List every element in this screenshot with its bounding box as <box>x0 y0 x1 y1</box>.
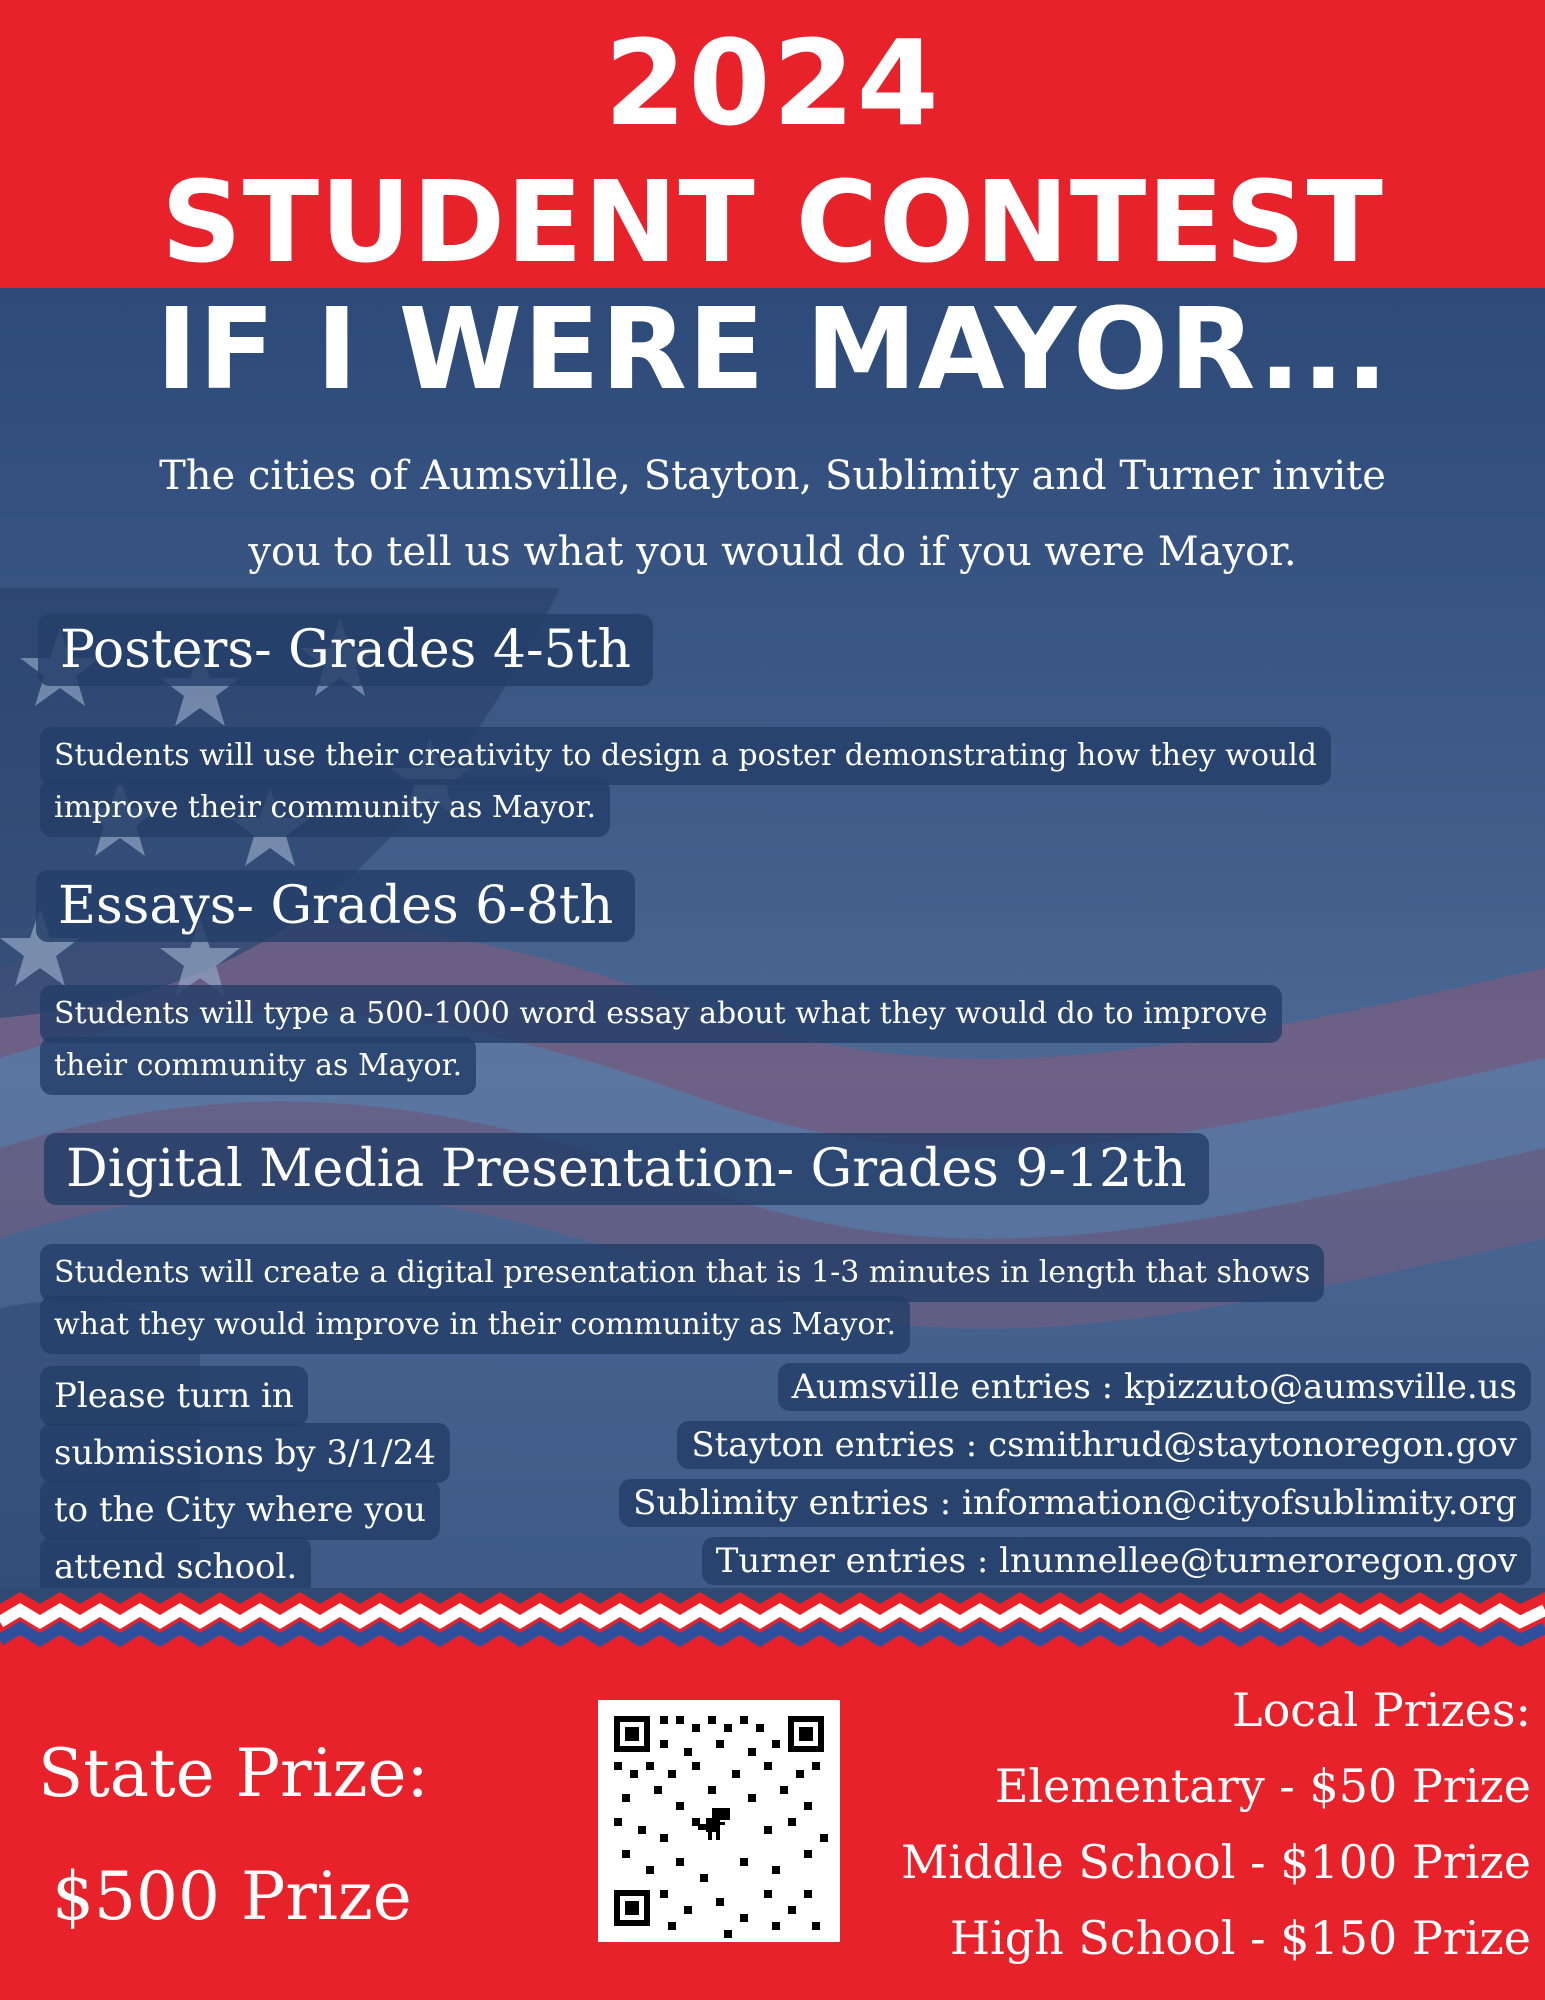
posters-description-line-2: improve their community as Mayor. <box>40 779 610 837</box>
contact-turner: Turner entries : lnunnellee@turneroregon.gov <box>702 1537 1531 1585</box>
state-prize-label: State Prize: <box>38 1735 429 1812</box>
turn-in-line-2: submissions by 3/1/24 <box>40 1423 450 1483</box>
turn-in-line-4: attend school. <box>40 1537 311 1597</box>
turn-in-line-1: Please turn in <box>40 1366 308 1426</box>
essays-description-line-2: their community as Mayor. <box>40 1037 476 1095</box>
essays-heading: Essays- Grades 6-8th <box>36 870 635 942</box>
posters-description-line-1: Students will use their creativity to design a poster demonstrating how they would <box>40 727 1331 785</box>
digital-media-description-line-1: Students will create a digital presentation that is 1-3 minutes in length that shows <box>40 1244 1324 1302</box>
state-prize-value: $500 Prize <box>52 1858 412 1935</box>
intro-line-2: you to tell us what you would do if you were Mayor. <box>248 529 1297 575</box>
digital-media-heading: Digital Media Presentation- Grades 9-12th <box>44 1133 1209 1205</box>
qr-code-icon <box>598 1700 840 1942</box>
local-prize-high-school: High School - $150 Prize <box>949 1911 1531 1965</box>
digital-media-description-line-2: what they would improve in their community as Mayor. <box>40 1296 910 1354</box>
local-prize-middle-school: Middle School - $100 Prize <box>901 1835 1531 1889</box>
essays-description-line-1: Students will type a 500-1000 word essay about what they would do to improve <box>40 985 1282 1043</box>
intro-line-1: The cities of Aumsville, Stayton, Sublimity and Turner invite <box>159 453 1386 499</box>
qr-code[interactable] <box>598 1700 840 1942</box>
local-prizes-title: Local Prizes: <box>1232 1683 1531 1737</box>
contact-stayton: Stayton entries : csmithrud@staytonoregon.gov <box>677 1421 1531 1469</box>
contest-year: 2024 <box>604 14 941 152</box>
contest-title: STUDENT CONTEST <box>161 158 1384 288</box>
contact-sublimity: Sublimity entries : information@cityofsublimity.org <box>619 1479 1531 1527</box>
contact-aumsville: Aumsville entries : kpizzuto@aumsville.us <box>778 1363 1531 1411</box>
headline: IF I WERE MAYOR... <box>155 285 1390 415</box>
local-prize-elementary: Elementary - $50 Prize <box>994 1759 1531 1813</box>
chevron-border <box>0 1588 1545 1660</box>
posters-heading: Posters- Grades 4-5th <box>38 614 653 686</box>
turn-in-line-3: to the City where you <box>40 1480 440 1540</box>
